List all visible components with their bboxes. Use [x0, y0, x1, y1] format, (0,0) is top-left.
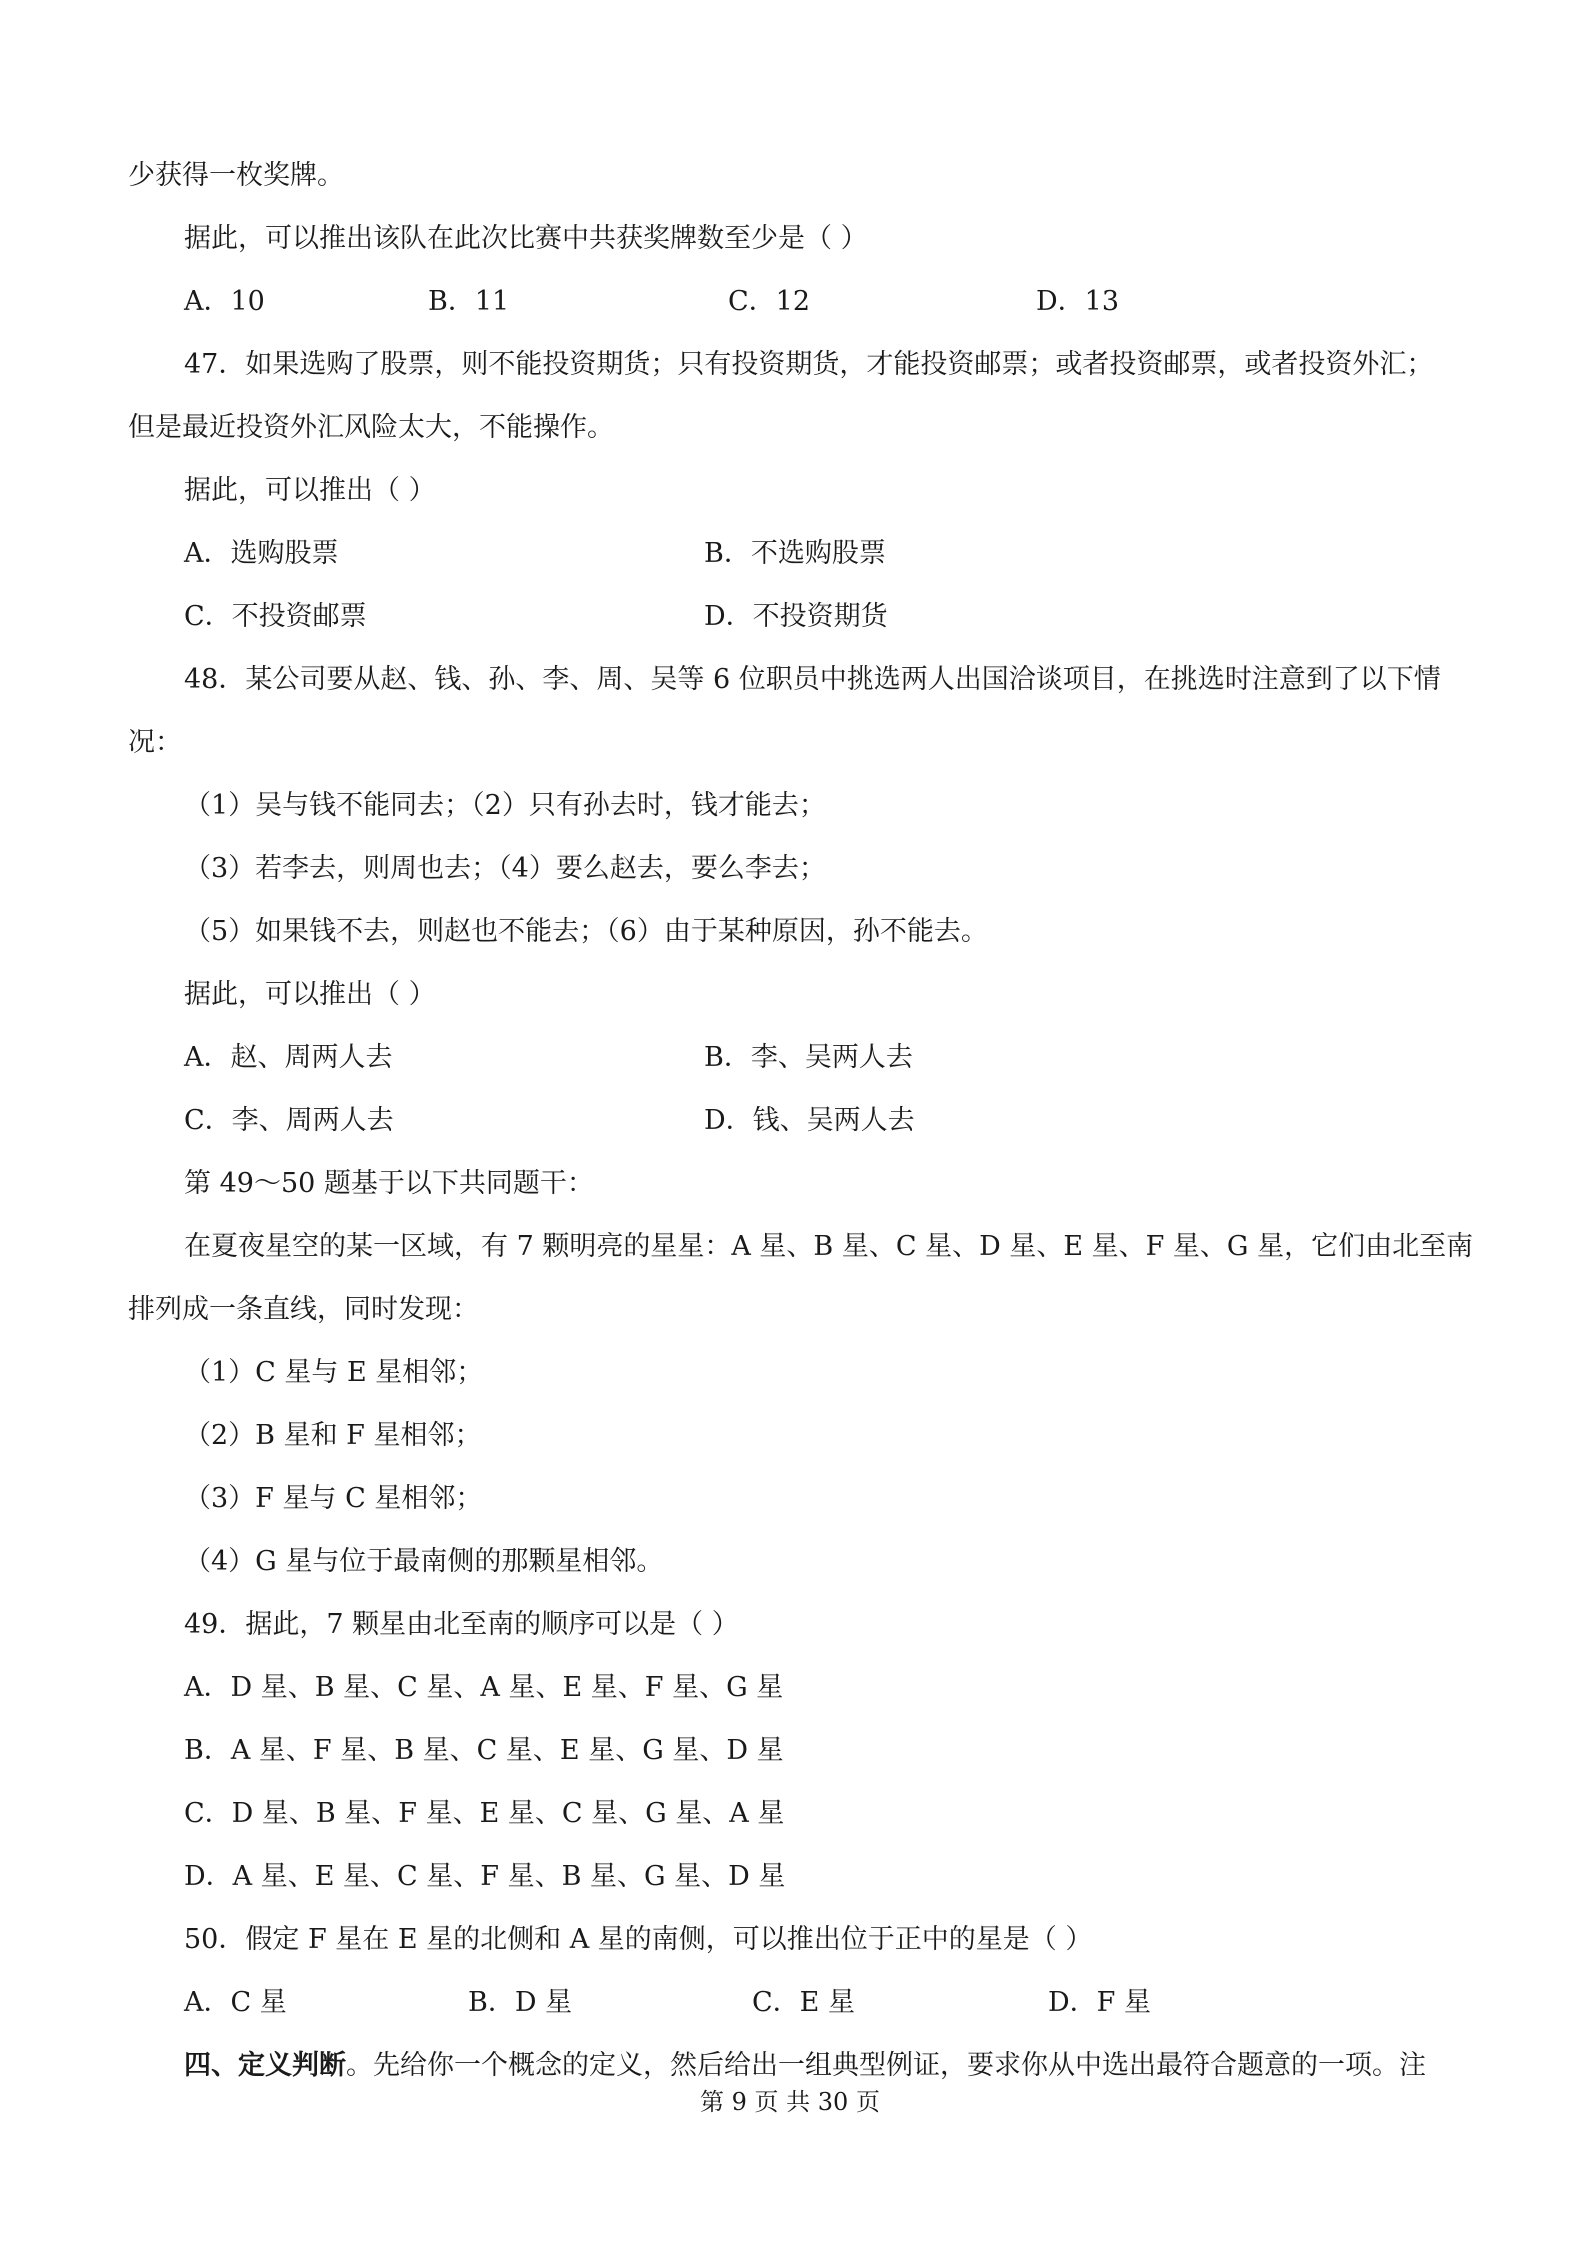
shared-condition-4: （4）G 星与位于最南侧的那颗星相邻。 [184, 1546, 664, 1577]
q49-option-a: A．D 星、B 星、C 星、A 星、E 星、F 星、G 星 [184, 1672, 784, 1703]
shared-condition-3: （3）F 星与 C 星相邻； [184, 1483, 483, 1514]
q48-condition-2: （3）若李去，则周也去；（4）要么赵去，要么李去； [184, 853, 826, 884]
q48-condition-3: （5）如果钱不去，则赵也不能去；（6）由于某种原因，孙不能去。 [184, 916, 988, 947]
q50-option-d: D．F 星 [1048, 1987, 1151, 2018]
question-49-stem: 49．据此，7 颗星由北至南的顺序可以是（ ） [184, 1609, 739, 1640]
section-4-heading [184, 2048, 1426, 2084]
q47-option-d: D．不投资期货 [704, 601, 888, 632]
question-46-stem: 据此，可以推出该队在此次比赛中共获奖牌数至少是（ ） [184, 223, 868, 254]
q46-option-d: D．13 [1036, 286, 1120, 317]
shared-stem-intro: 第 49～50 题基于以下共同题干： [184, 1168, 594, 1199]
q47-option-b: B．不选购股票 [704, 538, 886, 569]
q48-option-a: A．赵、周两人去 [184, 1042, 393, 1073]
page-footer: 第 9 页 共 30 页 [700, 2088, 880, 2116]
q48-condition-1: （1）吴与钱不能同去；（2）只有孙去时，钱才能去； [184, 790, 826, 821]
shared-stem-text-cont: 排列成一条直线，同时发现： [128, 1294, 479, 1325]
q48-option-b: B．李、吴两人去 [704, 1042, 913, 1073]
q48-option-c: C．李、周两人去 [184, 1105, 394, 1136]
question-47-text-cont: 但是最近投资外汇风险太大，不能操作。 [128, 412, 614, 443]
question-47-text: 47．如果选购了股票，则不能投资期货；只有投资期货，才能投资邮票；或者投资邮票，或者投资外汇； [184, 349, 1434, 380]
shared-condition-1: （1）C 星与 E 星相邻； [184, 1357, 484, 1388]
q46-option-c: C．12 [728, 286, 811, 317]
q49-option-d: D．A 星、E 星、C 星、F 星、B 星、G 星、D 星 [184, 1861, 786, 1892]
section-4-description: 。先给你一个概念的定义，然后给出一组典型例证，要求你从中选出最符合题意的一项。注 [346, 2050, 1426, 2081]
q50-option-a: A．C 星 [184, 1987, 287, 2018]
question-48-text-cont: 况： [128, 727, 182, 758]
q49-option-b: B．A 星、F 星、B 星、C 星、E 星、G 星、D 星 [184, 1735, 784, 1766]
q50-option-b: B．D 星 [468, 1987, 573, 2018]
q48-option-d: D．钱、吴两人去 [704, 1105, 915, 1136]
section-4-title: 四、定义判断 [184, 2050, 346, 2081]
question-48-stem: 据此，可以推出（ ） [184, 979, 436, 1010]
text-line: 少获得一枚奖牌。 [128, 160, 344, 191]
shared-stem-text: 在夏夜星空的某一区域，有 7 颗明亮的星星：A 星、B 星、C 星、D 星、E 星、F 星、G 星，它们由北至南 [184, 1231, 1474, 1262]
q50-option-c: C．E 星 [752, 1987, 855, 2018]
shared-condition-2: （2）B 星和 F 星相邻； [184, 1420, 482, 1451]
q49-option-c: C．D 星、B 星、F 星、E 星、C 星、G 星、A 星 [184, 1798, 785, 1829]
q47-option-a: A．选购股票 [184, 538, 339, 569]
question-48-text: 48．某公司要从赵、钱、孙、李、周、吴等 6 位职员中挑选两人出国洽谈项目，在挑选时注意到了以下情 [184, 664, 1441, 695]
question-47-stem: 据此，可以推出（ ） [184, 475, 436, 506]
question-50-stem: 50．假定 F 星在 E 星的北侧和 A 星的南侧，可以推出位于正中的星是（ ） [184, 1924, 1093, 1955]
q46-option-a: A．10 [184, 286, 265, 317]
q47-option-c: C．不投资邮票 [184, 601, 367, 632]
q46-option-b: B．11 [428, 286, 510, 317]
